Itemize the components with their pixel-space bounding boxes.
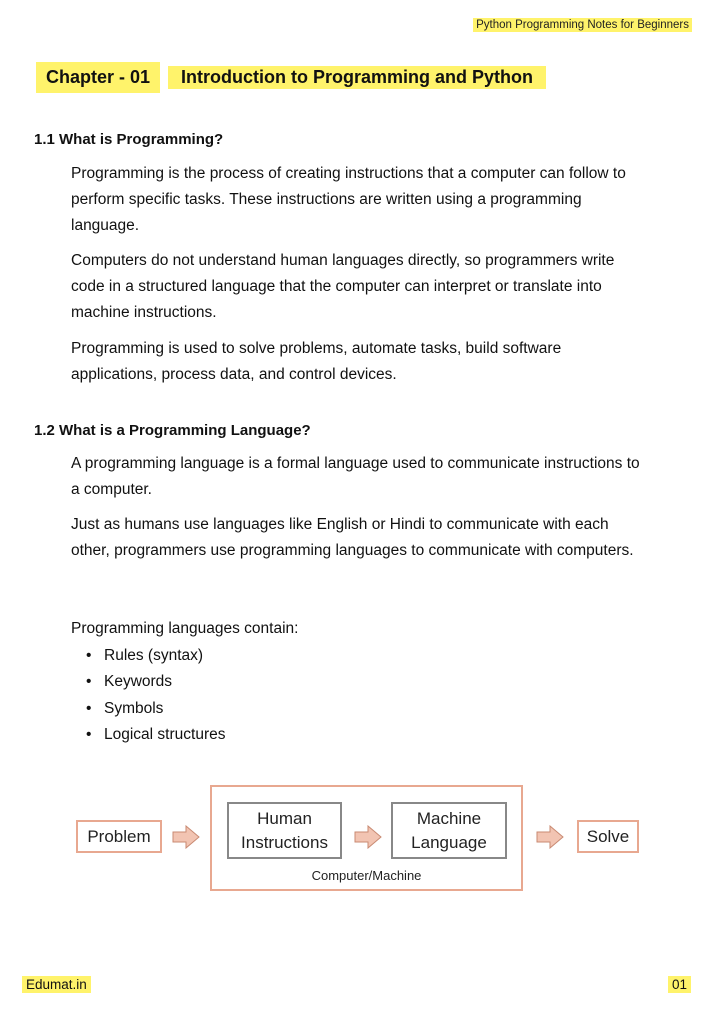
list-item-text: Keywords — [104, 673, 173, 691]
footer-site: Edumat.in — [22, 976, 91, 993]
list-item — [86, 722, 225, 748]
chapter-title: Introduction to Programming and Python — [168, 66, 546, 89]
list-item — [86, 669, 225, 695]
list-item-text: Logical structures — [104, 725, 226, 743]
human-instructions-box — [227, 802, 342, 859]
machine-language-label: Machine Language — [411, 808, 487, 852]
arrow-right-icon — [172, 825, 200, 849]
paragraph: Programming languages contain: — [71, 620, 299, 637]
bullet-icon: • — [86, 725, 92, 743]
list-item — [86, 643, 225, 669]
paragraph: Programming is used to solve problems, automate tasks, build software applications, process data, and control devices. — [71, 340, 562, 383]
list-item — [86, 696, 225, 722]
problem-label: Problem — [87, 826, 151, 846]
running-header: Python Programming Notes for Beginners — [473, 18, 692, 32]
list-item-text: Rules (syntax) — [104, 647, 204, 664]
machine-language-box — [391, 802, 507, 859]
chapter-label: Chapter - 01 — [36, 62, 160, 93]
list-item-text: Symbols — [104, 699, 164, 717]
paragraph: Just as humans use languages like English or Hindi to communicate with each other, programmers use programming languages to communicate with computers. — [71, 516, 634, 559]
machine-container-label: Computer/Machine — [311, 868, 422, 883]
section-heading-1-1: 1.1 What is Programming? — [34, 131, 224, 148]
bullet-icon: • — [86, 673, 92, 691]
page-number: 01 — [668, 976, 691, 993]
paragraph: Programming is the process of creating instructions that a computer can follow to perform specific tasks. These instructions are written using a programming language. — [71, 165, 626, 234]
problem-box — [76, 820, 162, 853]
section-heading-1-2: 1.2 What is a Programming Language? — [34, 422, 311, 439]
arrow-right-icon — [536, 825, 564, 849]
solve-box — [577, 820, 639, 853]
bullet-icon: • — [86, 647, 92, 664]
human-instructions-label: Human Instructions — [241, 808, 328, 852]
solve-label: Solve — [586, 826, 630, 846]
paragraph: A programming language is a formal language used to communicate instructions to a computer. — [71, 455, 640, 498]
bullet-list — [86, 643, 225, 748]
arrow-right-icon — [354, 825, 382, 849]
bullet-icon: • — [86, 699, 92, 717]
paragraph: Computers do not understand human languages directly, so programmers write code in a structured language that the computer can interpret or translate into machine instructions. — [71, 252, 615, 321]
